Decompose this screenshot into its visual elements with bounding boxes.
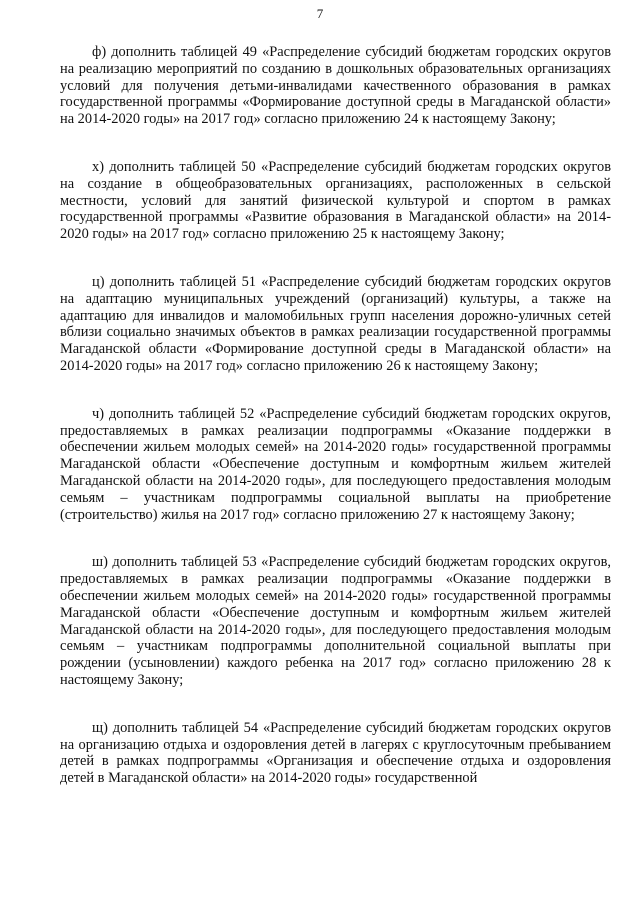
paragraph-f: ф) дополнить таблицей 49 «Распределение субсидий бюджетам городских округов на реализацию мероприятий по созданию в дошкольных образовательных организациях условий для получения детьми-инвалидами качественного образования в рамках государственной программы «Формирование доступной среды в Магаданской области» на 2014-2020 годы» на 2017 год» согласно приложению 24 к настоящему Закону;: [60, 44, 611, 128]
paragraph-shch: щ) дополнить таблицей 54 «Распределение субсидий бюджетам городских округов на организацию отдыха и оздоровления детей в лагерях с круглосуточным пребыванием детей в рамках подпрограммы «Организация и обеспечение отдыха и оздоровления детей в Магаданской области» на 2014-2020 годы» государственной: [60, 719, 611, 787]
document-body: [60, 44, 611, 787]
paragraph-kh: х) дополнить таблицей 50 «Распределение субсидий бюджетам городских округов на создание в общеобразовательных организациях, расположенных в сельской местности, условий для занятий физической культурой и спортом в рамках государственной программы «Развитие образования в Магаданской области» на 2014-2020 годы» на 2017 год» согласно приложению 25 к настоящему Закону;: [60, 158, 611, 243]
page-number: 7: [316, 6, 324, 21]
paragraph-sh: ш) дополнить таблицей 53 «Распределение субсидий бюджетам городских округов, предоставляемых в рамках реализации подпрограммы «Оказание поддержки в обеспечении жильем молодых семей» на 2014-2020 годы» государственной программы Магаданской области «Обеспечение доступным и комфортным жильем жителей Магаданской области на 2014-2020 годы», для последующего предоставления молодым семьям – участникам подпрограммы дополнительной социальной выплаты при рождении (усыновлении) каждого ребенка на 2017 год» согласно приложению 28 к настоящему Закону;: [60, 554, 611, 688]
paragraph-ts: ц) дополнить таблицей 51 «Распределение субсидий бюджетам городских округов на адаптацию муниципальных учреждений (организаций) культуры, а также на адаптацию для инвалидов и маломобильных групп населения дорожно-уличных сетей вблизи социально значимых объектов в рамках реализации государственной программы Магаданской области «Формирование доступной среды в Магаданской области» на 2014-2020 годы» на 2017 год» согласно приложению 26 к настоящему Закону;: [60, 273, 611, 374]
paragraph-ch: ч) дополнить таблицей 52 «Распределение субсидий бюджетам городских округов, предоставляемых в рамках реализации подпрограммы «Оказание поддержки в обеспечении жильем молодых семей» на 2014-2020 годы» государственной программы Магаданской области «Обеспечение доступным и комфортным жильем жителей Магаданской области на 2014-2020 годы», для последующего предоставления молодым семьям – участникам подпрограммы социальной выплаты на приобретение (строительство) жилья на 2017 год» согласно приложению 27 к настоящему Закону;: [60, 405, 611, 523]
